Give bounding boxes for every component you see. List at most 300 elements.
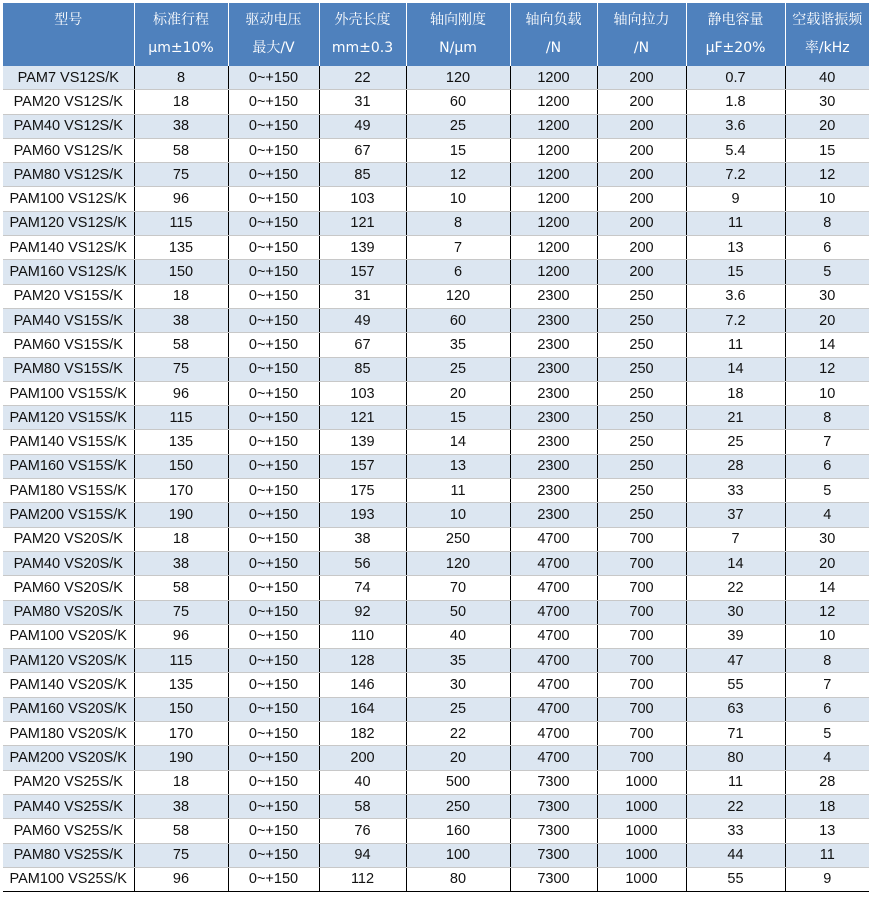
cell-model: PAM120 VS20S/K bbox=[3, 649, 134, 673]
cell-model: PAM80 VS15S/K bbox=[3, 357, 134, 381]
cell-resonant-frequency: 6 bbox=[785, 236, 869, 260]
cell-model: PAM100 VS25S/K bbox=[3, 867, 134, 891]
cell-axial-stiffness: 120 bbox=[406, 284, 510, 308]
cell-axial-load: 4700 bbox=[510, 600, 597, 624]
cell-resonant-frequency: 4 bbox=[785, 746, 869, 770]
table-row bbox=[3, 114, 869, 138]
cell-stroke: 18 bbox=[134, 527, 228, 551]
table-row bbox=[3, 479, 869, 503]
cell-axial-stiffness: 7 bbox=[406, 236, 510, 260]
cell-capacitance: 7.2 bbox=[686, 163, 785, 187]
header-axial-stiffness-line1: 轴向刚度 bbox=[430, 12, 486, 28]
cell-stroke: 96 bbox=[134, 381, 228, 405]
cell-axial-stiffness: 13 bbox=[406, 454, 510, 478]
cell-axial-tension: 200 bbox=[597, 236, 686, 260]
cell-resonant-frequency: 7 bbox=[785, 430, 869, 454]
cell-stroke: 58 bbox=[134, 819, 228, 843]
header-axial-tension-line1: 轴向拉力 bbox=[613, 12, 670, 28]
cell-axial-tension: 200 bbox=[597, 114, 686, 138]
cell-stroke: 75 bbox=[134, 357, 228, 381]
cell-capacitance: 33 bbox=[686, 479, 785, 503]
cell-model: PAM100 VS12S/K bbox=[3, 187, 134, 211]
cell-axial-load: 1200 bbox=[510, 138, 597, 162]
cell-resonant-frequency: 14 bbox=[785, 333, 869, 357]
header-model-line1: 型号 bbox=[54, 12, 83, 28]
cell-axial-stiffness: 40 bbox=[406, 624, 510, 648]
cell-model: PAM60 VS20S/K bbox=[3, 576, 134, 600]
cell-drive-voltage: 0~+150 bbox=[228, 357, 319, 381]
cell-axial-stiffness: 100 bbox=[406, 843, 510, 867]
cell-capacitance: 37 bbox=[686, 503, 785, 527]
cell-axial-load: 7300 bbox=[510, 843, 597, 867]
cell-drive-voltage: 0~+150 bbox=[228, 406, 319, 430]
table-row bbox=[3, 236, 869, 260]
cell-capacitance: 11 bbox=[686, 333, 785, 357]
cell-axial-stiffness: 22 bbox=[406, 722, 510, 746]
cell-capacitance: 5.4 bbox=[686, 138, 785, 162]
table-row bbox=[3, 430, 869, 454]
cell-axial-load: 2300 bbox=[510, 284, 597, 308]
cell-model: PAM60 VS25S/K bbox=[3, 819, 134, 843]
cell-model: PAM140 VS12S/K bbox=[3, 236, 134, 260]
cell-drive-voltage: 0~+150 bbox=[228, 163, 319, 187]
table-row bbox=[3, 746, 869, 770]
cell-housing-length: 193 bbox=[319, 503, 406, 527]
cell-housing-length: 49 bbox=[319, 114, 406, 138]
table-row bbox=[3, 722, 869, 746]
cell-drive-voltage: 0~+150 bbox=[228, 843, 319, 867]
cell-model: PAM80 VS12S/K bbox=[3, 163, 134, 187]
cell-capacitance: 28 bbox=[686, 454, 785, 478]
cell-capacitance: 7.2 bbox=[686, 308, 785, 332]
cell-drive-voltage: 0~+150 bbox=[228, 697, 319, 721]
cell-stroke: 75 bbox=[134, 600, 228, 624]
cell-housing-length: 31 bbox=[319, 284, 406, 308]
cell-model: PAM100 VS20S/K bbox=[3, 624, 134, 648]
cell-model: PAM100 VS15S/K bbox=[3, 381, 134, 405]
cell-resonant-frequency: 10 bbox=[785, 624, 869, 648]
cell-stroke: 150 bbox=[134, 454, 228, 478]
cell-stroke: 38 bbox=[134, 308, 228, 332]
cell-axial-stiffness: 20 bbox=[406, 746, 510, 770]
cell-housing-length: 92 bbox=[319, 600, 406, 624]
cell-housing-length: 31 bbox=[319, 90, 406, 114]
cell-resonant-frequency: 8 bbox=[785, 211, 869, 235]
cell-axial-tension: 700 bbox=[597, 551, 686, 575]
cell-model: PAM160 VS15S/K bbox=[3, 454, 134, 478]
cell-stroke: 75 bbox=[134, 163, 228, 187]
cell-axial-tension: 250 bbox=[597, 430, 686, 454]
cell-capacitance: 21 bbox=[686, 406, 785, 430]
cell-axial-stiffness: 14 bbox=[406, 430, 510, 454]
cell-housing-length: 103 bbox=[319, 187, 406, 211]
cell-model: PAM60 VS12S/K bbox=[3, 138, 134, 162]
cell-axial-load: 4700 bbox=[510, 527, 597, 551]
cell-capacitance: 71 bbox=[686, 722, 785, 746]
cell-resonant-frequency: 10 bbox=[785, 187, 869, 211]
cell-resonant-frequency: 11 bbox=[785, 843, 869, 867]
table-row bbox=[3, 90, 869, 114]
table-row bbox=[3, 163, 869, 187]
table-row bbox=[3, 503, 869, 527]
cell-stroke: 96 bbox=[134, 187, 228, 211]
cell-capacitance: 11 bbox=[686, 770, 785, 794]
cell-axial-stiffness: 35 bbox=[406, 333, 510, 357]
header-resonant-frequency-line2: 率/kHz bbox=[804, 40, 850, 56]
cell-axial-stiffness: 15 bbox=[406, 138, 510, 162]
cell-drive-voltage: 0~+150 bbox=[228, 430, 319, 454]
cell-resonant-frequency: 5 bbox=[785, 479, 869, 503]
cell-housing-length: 121 bbox=[319, 406, 406, 430]
cell-housing-length: 49 bbox=[319, 308, 406, 332]
cell-axial-tension: 700 bbox=[597, 527, 686, 551]
table-row bbox=[3, 308, 869, 332]
cell-axial-load: 2300 bbox=[510, 381, 597, 405]
cell-axial-load: 1200 bbox=[510, 66, 597, 90]
cell-housing-length: 40 bbox=[319, 770, 406, 794]
cell-axial-stiffness: 160 bbox=[406, 819, 510, 843]
cell-resonant-frequency: 7 bbox=[785, 673, 869, 697]
header-drive-voltage-line1: 驱动电压 bbox=[245, 12, 302, 28]
cell-stroke: 8 bbox=[134, 66, 228, 90]
header-model-line2 bbox=[5, 34, 132, 62]
header-stroke bbox=[134, 3, 228, 66]
header-housing-length bbox=[319, 3, 406, 66]
cell-model: PAM120 VS15S/K bbox=[3, 406, 134, 430]
cell-stroke: 96 bbox=[134, 624, 228, 648]
cell-housing-length: 121 bbox=[319, 211, 406, 235]
cell-stroke: 150 bbox=[134, 697, 228, 721]
cell-axial-stiffness: 12 bbox=[406, 163, 510, 187]
cell-axial-tension: 200 bbox=[597, 260, 686, 284]
cell-axial-tension: 1000 bbox=[597, 819, 686, 843]
table-header bbox=[3, 3, 869, 66]
cell-stroke: 115 bbox=[134, 649, 228, 673]
cell-model: PAM20 VS20S/K bbox=[3, 527, 134, 551]
cell-capacitance: 3.6 bbox=[686, 114, 785, 138]
cell-resonant-frequency: 10 bbox=[785, 381, 869, 405]
table-row bbox=[3, 819, 869, 843]
cell-axial-tension: 250 bbox=[597, 308, 686, 332]
cell-axial-load: 4700 bbox=[510, 649, 597, 673]
cell-housing-length: 182 bbox=[319, 722, 406, 746]
cell-axial-stiffness: 10 bbox=[406, 503, 510, 527]
cell-axial-load: 4700 bbox=[510, 551, 597, 575]
cell-axial-load: 2300 bbox=[510, 454, 597, 478]
cell-capacitance: 18 bbox=[686, 381, 785, 405]
cell-axial-load: 2300 bbox=[510, 479, 597, 503]
cell-housing-length: 85 bbox=[319, 163, 406, 187]
cell-drive-voltage: 0~+150 bbox=[228, 454, 319, 478]
cell-axial-load: 1200 bbox=[510, 260, 597, 284]
cell-axial-stiffness: 35 bbox=[406, 649, 510, 673]
cell-stroke: 170 bbox=[134, 479, 228, 503]
table-body bbox=[3, 66, 869, 892]
cell-model: PAM180 VS15S/K bbox=[3, 479, 134, 503]
cell-axial-tension: 250 bbox=[597, 284, 686, 308]
cell-capacitance: 9 bbox=[686, 187, 785, 211]
cell-drive-voltage: 0~+150 bbox=[228, 284, 319, 308]
cell-capacitance: 13 bbox=[686, 236, 785, 260]
header-capacitance bbox=[686, 3, 785, 66]
cell-axial-tension: 200 bbox=[597, 211, 686, 235]
cell-axial-load: 2300 bbox=[510, 503, 597, 527]
cell-drive-voltage: 0~+150 bbox=[228, 381, 319, 405]
table-row bbox=[3, 138, 869, 162]
cell-housing-length: 164 bbox=[319, 697, 406, 721]
cell-axial-tension: 250 bbox=[597, 381, 686, 405]
cell-stroke: 190 bbox=[134, 746, 228, 770]
cell-housing-length: 76 bbox=[319, 819, 406, 843]
cell-housing-length: 139 bbox=[319, 236, 406, 260]
cell-axial-stiffness: 20 bbox=[406, 381, 510, 405]
cell-axial-tension: 250 bbox=[597, 406, 686, 430]
cell-axial-load: 7300 bbox=[510, 819, 597, 843]
cell-axial-load: 2300 bbox=[510, 333, 597, 357]
cell-model: PAM40 VS25S/K bbox=[3, 794, 134, 818]
cell-axial-load: 4700 bbox=[510, 722, 597, 746]
cell-axial-load: 7300 bbox=[510, 770, 597, 794]
cell-resonant-frequency: 5 bbox=[785, 260, 869, 284]
cell-axial-tension: 1000 bbox=[597, 770, 686, 794]
cell-axial-stiffness: 80 bbox=[406, 867, 510, 891]
cell-stroke: 115 bbox=[134, 406, 228, 430]
cell-axial-tension: 700 bbox=[597, 576, 686, 600]
cell-resonant-frequency: 4 bbox=[785, 503, 869, 527]
cell-stroke: 135 bbox=[134, 430, 228, 454]
table-row bbox=[3, 576, 869, 600]
cell-stroke: 190 bbox=[134, 503, 228, 527]
table-row bbox=[3, 66, 869, 90]
cell-axial-tension: 700 bbox=[597, 600, 686, 624]
cell-housing-length: 110 bbox=[319, 624, 406, 648]
cell-axial-load: 2300 bbox=[510, 430, 597, 454]
cell-capacitance: 22 bbox=[686, 576, 785, 600]
header-resonant-frequency-line1: 空载谐振频 bbox=[792, 12, 863, 28]
cell-axial-stiffness: 11 bbox=[406, 479, 510, 503]
cell-axial-load: 7300 bbox=[510, 794, 597, 818]
cell-drive-voltage: 0~+150 bbox=[228, 236, 319, 260]
cell-housing-length: 157 bbox=[319, 454, 406, 478]
cell-axial-tension: 250 bbox=[597, 333, 686, 357]
cell-drive-voltage: 0~+150 bbox=[228, 867, 319, 891]
cell-axial-stiffness: 15 bbox=[406, 406, 510, 430]
table-row bbox=[3, 454, 869, 478]
cell-axial-load: 1200 bbox=[510, 163, 597, 187]
cell-stroke: 58 bbox=[134, 138, 228, 162]
cell-capacitance: 14 bbox=[686, 551, 785, 575]
cell-housing-length: 38 bbox=[319, 527, 406, 551]
cell-resonant-frequency: 40 bbox=[785, 66, 869, 90]
cell-model: PAM180 VS20S/K bbox=[3, 722, 134, 746]
header-axial-tension-line2: /N bbox=[633, 40, 650, 56]
cell-model: PAM80 VS20S/K bbox=[3, 600, 134, 624]
cell-resonant-frequency: 6 bbox=[785, 697, 869, 721]
cell-axial-load: 4700 bbox=[510, 697, 597, 721]
table-row bbox=[3, 406, 869, 430]
cell-housing-length: 128 bbox=[319, 649, 406, 673]
table-row bbox=[3, 649, 869, 673]
cell-axial-tension: 1000 bbox=[597, 794, 686, 818]
cell-resonant-frequency: 28 bbox=[785, 770, 869, 794]
table-row bbox=[3, 600, 869, 624]
cell-housing-length: 58 bbox=[319, 794, 406, 818]
cell-axial-tension: 700 bbox=[597, 697, 686, 721]
cell-model: PAM40 VS15S/K bbox=[3, 308, 134, 332]
cell-drive-voltage: 0~+150 bbox=[228, 770, 319, 794]
cell-axial-load: 1200 bbox=[510, 187, 597, 211]
cell-axial-stiffness: 8 bbox=[406, 211, 510, 235]
cell-resonant-frequency: 14 bbox=[785, 576, 869, 600]
cell-drive-voltage: 0~+150 bbox=[228, 600, 319, 624]
cell-stroke: 58 bbox=[134, 576, 228, 600]
spec-table bbox=[3, 3, 869, 892]
cell-axial-stiffness: 60 bbox=[406, 308, 510, 332]
cell-axial-load: 2300 bbox=[510, 357, 597, 381]
cell-capacitance: 22 bbox=[686, 794, 785, 818]
cell-axial-stiffness: 500 bbox=[406, 770, 510, 794]
cell-capacitance: 1.8 bbox=[686, 90, 785, 114]
cell-resonant-frequency: 30 bbox=[785, 527, 869, 551]
cell-drive-voltage: 0~+150 bbox=[228, 211, 319, 235]
cell-resonant-frequency: 20 bbox=[785, 114, 869, 138]
cell-stroke: 38 bbox=[134, 114, 228, 138]
table-row bbox=[3, 697, 869, 721]
cell-model: PAM160 VS20S/K bbox=[3, 697, 134, 721]
table-row bbox=[3, 284, 869, 308]
table-row bbox=[3, 770, 869, 794]
table-row bbox=[3, 381, 869, 405]
cell-housing-length: 94 bbox=[319, 843, 406, 867]
table-row bbox=[3, 843, 869, 867]
cell-drive-voltage: 0~+150 bbox=[228, 260, 319, 284]
table-row bbox=[3, 357, 869, 381]
cell-axial-tension: 700 bbox=[597, 746, 686, 770]
cell-drive-voltage: 0~+150 bbox=[228, 503, 319, 527]
cell-axial-tension: 250 bbox=[597, 479, 686, 503]
cell-resonant-frequency: 15 bbox=[785, 138, 869, 162]
cell-axial-load: 2300 bbox=[510, 308, 597, 332]
cell-resonant-frequency: 8 bbox=[785, 649, 869, 673]
header-axial-stiffness bbox=[406, 3, 510, 66]
cell-drive-voltage: 0~+150 bbox=[228, 624, 319, 648]
table-row bbox=[3, 211, 869, 235]
cell-axial-tension: 200 bbox=[597, 90, 686, 114]
cell-housing-length: 67 bbox=[319, 333, 406, 357]
cell-resonant-frequency: 13 bbox=[785, 819, 869, 843]
cell-axial-tension: 1000 bbox=[597, 843, 686, 867]
cell-drive-voltage: 0~+150 bbox=[228, 746, 319, 770]
cell-drive-voltage: 0~+150 bbox=[228, 649, 319, 673]
cell-axial-tension: 700 bbox=[597, 624, 686, 648]
header-drive-voltage bbox=[228, 3, 319, 66]
cell-model: PAM20 VS12S/K bbox=[3, 90, 134, 114]
cell-axial-tension: 200 bbox=[597, 138, 686, 162]
cell-drive-voltage: 0~+150 bbox=[228, 479, 319, 503]
cell-axial-tension: 250 bbox=[597, 503, 686, 527]
cell-capacitance: 39 bbox=[686, 624, 785, 648]
cell-resonant-frequency: 20 bbox=[785, 308, 869, 332]
cell-drive-voltage: 0~+150 bbox=[228, 576, 319, 600]
table-row bbox=[3, 260, 869, 284]
cell-stroke: 18 bbox=[134, 90, 228, 114]
cell-housing-length: 200 bbox=[319, 746, 406, 770]
cell-drive-voltage: 0~+150 bbox=[228, 673, 319, 697]
cell-drive-voltage: 0~+150 bbox=[228, 90, 319, 114]
cell-axial-load: 4700 bbox=[510, 624, 597, 648]
table-row bbox=[3, 794, 869, 818]
cell-capacitance: 25 bbox=[686, 430, 785, 454]
cell-housing-length: 175 bbox=[319, 479, 406, 503]
header-housing-length-line2: mm±0.3 bbox=[331, 40, 394, 56]
cell-housing-length: 157 bbox=[319, 260, 406, 284]
cell-axial-stiffness: 6 bbox=[406, 260, 510, 284]
header-housing-length-line1: 外壳长度 bbox=[334, 12, 391, 28]
cell-model: PAM160 VS12S/K bbox=[3, 260, 134, 284]
cell-resonant-frequency: 20 bbox=[785, 551, 869, 575]
table-row bbox=[3, 673, 869, 697]
cell-stroke: 38 bbox=[134, 551, 228, 575]
cell-axial-tension: 200 bbox=[597, 187, 686, 211]
cell-stroke: 115 bbox=[134, 211, 228, 235]
cell-drive-voltage: 0~+150 bbox=[228, 114, 319, 138]
cell-axial-stiffness: 70 bbox=[406, 576, 510, 600]
cell-axial-tension: 200 bbox=[597, 66, 686, 90]
cell-model: PAM200 VS15S/K bbox=[3, 503, 134, 527]
cell-stroke: 135 bbox=[134, 236, 228, 260]
table-row bbox=[3, 867, 869, 891]
cell-drive-voltage: 0~+150 bbox=[228, 138, 319, 162]
cell-model: PAM40 VS20S/K bbox=[3, 551, 134, 575]
cell-axial-tension: 700 bbox=[597, 722, 686, 746]
cell-drive-voltage: 0~+150 bbox=[228, 794, 319, 818]
cell-axial-stiffness: 25 bbox=[406, 697, 510, 721]
cell-axial-tension: 250 bbox=[597, 454, 686, 478]
cell-housing-length: 146 bbox=[319, 673, 406, 697]
cell-axial-stiffness: 25 bbox=[406, 114, 510, 138]
cell-drive-voltage: 0~+150 bbox=[228, 333, 319, 357]
cell-model: PAM120 VS12S/K bbox=[3, 211, 134, 235]
cell-capacitance: 30 bbox=[686, 600, 785, 624]
cell-drive-voltage: 0~+150 bbox=[228, 722, 319, 746]
cell-capacitance: 55 bbox=[686, 867, 785, 891]
cell-axial-tension: 700 bbox=[597, 649, 686, 673]
cell-axial-load: 1200 bbox=[510, 90, 597, 114]
cell-model: PAM40 VS12S/K bbox=[3, 114, 134, 138]
cell-stroke: 58 bbox=[134, 333, 228, 357]
cell-axial-load: 4700 bbox=[510, 673, 597, 697]
header-capacitance-line1: 静电容量 bbox=[707, 12, 764, 28]
cell-stroke: 135 bbox=[134, 673, 228, 697]
cell-capacitance: 44 bbox=[686, 843, 785, 867]
cell-model: PAM60 VS15S/K bbox=[3, 333, 134, 357]
cell-capacitance: 55 bbox=[686, 673, 785, 697]
cell-axial-tension: 250 bbox=[597, 357, 686, 381]
table-row bbox=[3, 551, 869, 575]
cell-axial-stiffness: 250 bbox=[406, 527, 510, 551]
cell-axial-load: 1200 bbox=[510, 114, 597, 138]
cell-model: PAM80 VS25S/K bbox=[3, 843, 134, 867]
header-stroke-line2: μm±10% bbox=[148, 40, 214, 56]
cell-drive-voltage: 0~+150 bbox=[228, 66, 319, 90]
cell-housing-length: 74 bbox=[319, 576, 406, 600]
cell-resonant-frequency: 12 bbox=[785, 163, 869, 187]
header-capacitance-line2: μF±20% bbox=[705, 40, 766, 56]
cell-axial-stiffness: 250 bbox=[406, 794, 510, 818]
cell-drive-voltage: 0~+150 bbox=[228, 308, 319, 332]
cell-axial-stiffness: 120 bbox=[406, 66, 510, 90]
cell-model: PAM140 VS15S/K bbox=[3, 430, 134, 454]
